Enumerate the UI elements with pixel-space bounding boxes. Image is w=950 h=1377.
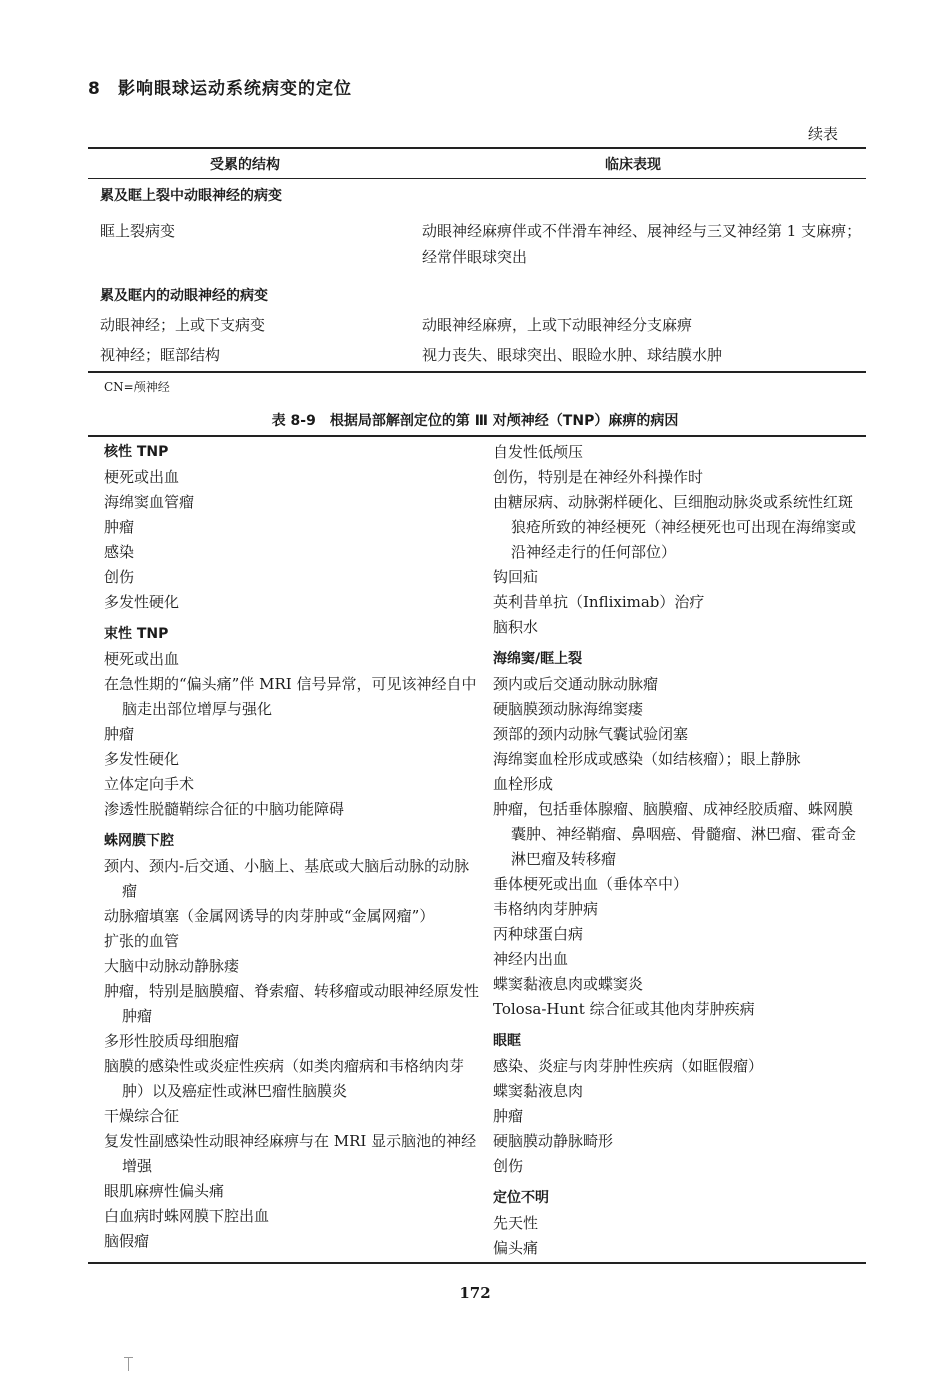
table2-section-heading: 蛛网膜下腔 bbox=[104, 833, 174, 849]
chapter-number: 8 bbox=[88, 79, 101, 99]
table2-cause-item: 多发性硬化 bbox=[104, 750, 180, 768]
scan-artifact bbox=[128, 1357, 129, 1371]
chapter-title: 影响眼球运动系统病变的定位 bbox=[118, 79, 352, 99]
table2-cause-item: 蝶窦黏液息肉或蝶窦炎 bbox=[493, 975, 644, 993]
table1-header-rule bbox=[88, 178, 866, 179]
table1-structure-cell: 眶上裂病变 bbox=[100, 222, 176, 240]
table2-cause-item: 脑假瘤 bbox=[104, 1232, 150, 1250]
table2-cause-item: 脑积水 bbox=[493, 618, 539, 636]
table2-cause-item: 干燥综合征 bbox=[104, 1107, 180, 1125]
table2-cause-item: 渗透性脱髓鞘综合征的中脑功能障碍 bbox=[104, 800, 345, 818]
table2-cause-item: 眼肌麻痹性偏头痛 bbox=[104, 1182, 225, 1200]
table1-finding-cell: 动眼神经麻痹，上或下动眼神经分支麻痹 bbox=[422, 316, 693, 334]
table1-bottom-rule bbox=[88, 371, 866, 373]
table2-left-column bbox=[104, 440, 482, 1254]
table2-bottom-rule bbox=[88, 1262, 866, 1264]
table2-cause-item: 英利昔单抗（Infliximab）治疗 bbox=[493, 593, 705, 611]
table2-cause-item: 创伤 bbox=[493, 1157, 524, 1175]
table2-cause-item: 颈内、颈内-后交通、小脑上、基底或大脑后动脉的动脉瘤 bbox=[104, 857, 470, 900]
table1-footnote: CN=颅神经 bbox=[104, 380, 170, 394]
table1-col-header-structure: 受累的结构 bbox=[210, 157, 280, 173]
table2-cause-item: 在急性期的“偏头痛”伴 MRI 信号异常，可见该神经自中脑走出部位增厚与强化 bbox=[104, 675, 477, 718]
table1-top-rule bbox=[88, 147, 866, 149]
table2-right-column bbox=[493, 440, 863, 1261]
table1-row bbox=[100, 218, 866, 270]
table2-cause-item: 丙种球蛋白病 bbox=[493, 925, 584, 943]
table2-cause-item: 颈部的颈内动脉气囊试验闭塞 bbox=[493, 725, 689, 743]
table2-top-rule bbox=[88, 435, 866, 437]
table2-cause-item: 梗死或出血 bbox=[104, 468, 180, 486]
table2-cause-item: 垂体梗死或出血（垂体卒中） bbox=[493, 875, 689, 893]
table2-cause-item: 韦格纳肉芽肿病 bbox=[493, 900, 599, 918]
table1-structure-cell: 动眼神经；上或下支病变 bbox=[100, 316, 266, 334]
table2-section-heading: 眼眶 bbox=[493, 1033, 521, 1049]
page-number: 172 bbox=[459, 1284, 491, 1302]
table2-cause-item: 创伤，特别是在神经外科操作时 bbox=[493, 468, 704, 486]
table1-finding-cell: 视力丧失、眼球突出、眼睑水肿、球结膜水肿 bbox=[422, 346, 723, 364]
table1-col-header-findings: 临床表现 bbox=[605, 157, 661, 173]
table2-section-heading: 核性 TNP bbox=[104, 444, 169, 460]
table2-cause-item: 钩回疝 bbox=[493, 568, 539, 586]
table2-cause-item: 先天性 bbox=[493, 1214, 539, 1232]
table2-caption: 表 8-9 根据局部解剖定位的第 Ⅲ 对颅神经（TNP）麻痹的病因 bbox=[271, 413, 679, 429]
table2-cause-item: 复发性副感染性动眼神经麻痹与在 MRI 显示脑池的神经增强 bbox=[104, 1132, 477, 1175]
table2-cause-item: 感染 bbox=[104, 543, 135, 561]
table2-cause-item: 立体定向手术 bbox=[104, 775, 195, 793]
table2-cause-item: 多发性硬化 bbox=[104, 593, 180, 611]
table1-section bbox=[100, 283, 866, 309]
table2-cause-item: 硬脑膜动静脉畸形 bbox=[493, 1132, 614, 1150]
table1-row bbox=[100, 342, 866, 368]
table2-cause-item: 蝶窦黏液息肉 bbox=[493, 1082, 584, 1100]
running-header bbox=[88, 74, 352, 99]
table2-cause-item: 硬脑膜颈动脉海绵窦瘘 bbox=[493, 700, 644, 718]
table1-row bbox=[100, 312, 866, 338]
table2-cause-item: 大脑中动脉动静脉瘘 bbox=[104, 957, 240, 975]
table2-cause-item: 肿瘤 bbox=[104, 725, 135, 743]
scan-artifact bbox=[124, 1357, 133, 1358]
table2-cause-item: 海绵窦血栓形成或感染（如结核瘤）；眼上静脉 bbox=[493, 750, 801, 768]
table2-cause-item: 神经内出血 bbox=[493, 950, 569, 968]
table2-cause-item: 自发性低颅压 bbox=[493, 443, 584, 461]
table2-cause-item: 由糖尿病、动脉粥样硬化、巨细胞动脉炎或系统性红斑狼疮所致的神经梗死（神经梗死也可出现在海绵窦或沿神经走行的任何部位） bbox=[493, 493, 857, 561]
table2-cause-item: 肿瘤，特别是脑膜瘤、脊索瘤、转移瘤或动眼神经原发性肿瘤 bbox=[104, 982, 480, 1025]
table2-cause-item: Tolosa-Hunt 综合征或其他肉芽肿疾病 bbox=[493, 1000, 755, 1018]
table2-cause-item: 肿瘤，包括垂体腺瘤、脑膜瘤、成神经胶质瘤、蛛网膜囊肿、神经鞘瘤、鼻咽癌、骨髓瘤、淋巴瘤、霍奇金淋巴瘤及转移瘤 bbox=[493, 800, 857, 868]
table2-cause-item: 颈内或后交通动脉动脉瘤 bbox=[493, 675, 659, 693]
table2-cause-item: 创伤 bbox=[104, 568, 135, 586]
table1-section bbox=[100, 183, 866, 209]
table1-finding-cell: 动眼神经麻痹伴或不伴滑车神经、展神经与三叉神经第 1 支麻痹；经常伴眼球突出 bbox=[422, 222, 862, 266]
table2-cause-item: 多形性胶质母细胞瘤 bbox=[104, 1032, 240, 1050]
table2-cause-item: 肿瘤 bbox=[104, 518, 135, 536]
table2-cause-item: 梗死或出血 bbox=[104, 650, 180, 668]
table2-cause-item: 脑膜的感染性或炎症性疾病（如类肉瘤病和韦格纳肉芽肿）以及癌症性或淋巴瘤性脑膜炎 bbox=[104, 1057, 465, 1100]
table2-section-heading: 海绵窦/眶上裂 bbox=[493, 651, 583, 667]
continued-label: 续表 bbox=[807, 125, 838, 143]
table2-cause-item: 白血病时蛛网膜下腔出血 bbox=[104, 1207, 270, 1225]
table2-cause-item: 扩张的血管 bbox=[104, 932, 180, 950]
table2-cause-item: 血栓形成 bbox=[493, 775, 554, 793]
table1-section-title: 累及眶上裂中动眼神经的病变 bbox=[100, 188, 282, 204]
table2-cause-item: 感染、炎症与肉芽肿性疾病（如眶假瘤） bbox=[493, 1057, 764, 1075]
table2-cause-item: 海绵窦血管瘤 bbox=[104, 493, 195, 511]
table1-structure-cell: 视神经；眶部结构 bbox=[100, 346, 221, 364]
table1-section-title: 累及眶内的动眼神经的病变 bbox=[100, 288, 268, 304]
table2-cause-item: 肿瘤 bbox=[493, 1107, 524, 1125]
table2-section-heading: 束性 TNP bbox=[104, 626, 169, 642]
table2-cause-item: 动脉瘤填塞（金属网诱导的肉芽肿或“金属网瘤”） bbox=[104, 907, 435, 925]
table2-section-heading: 定位不明 bbox=[493, 1190, 549, 1206]
table2-cause-item: 偏头痛 bbox=[493, 1239, 539, 1257]
